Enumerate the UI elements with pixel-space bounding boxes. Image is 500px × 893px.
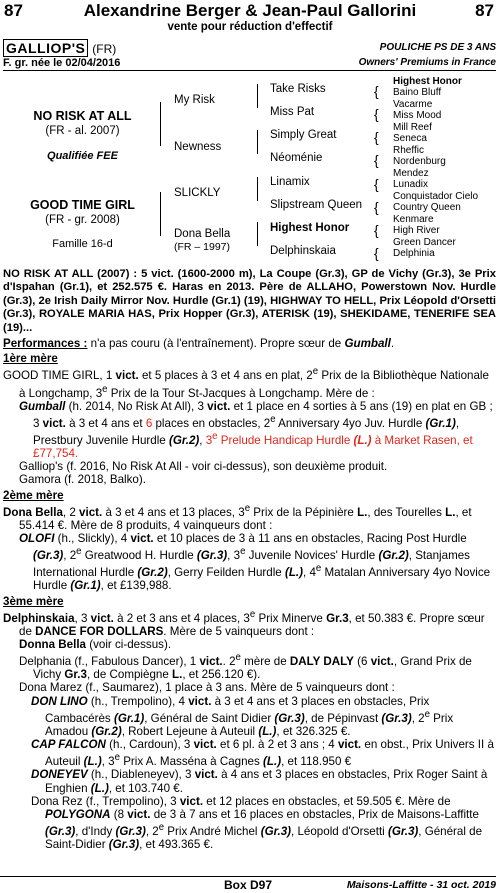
gen3-name: Simply Great <box>270 129 337 141</box>
bracket: { <box>374 176 379 192</box>
owners-premiums: Owners' Premiums in France <box>358 57 496 68</box>
lot-number-left: 87 <box>4 1 23 20</box>
horse-country: (FR) <box>92 42 117 56</box>
bracket: { <box>374 199 379 215</box>
sire-stats: NO RISK AT ALL (2007) : 5 vict. (1600-2000 m), La Coupe (Gr.3), GP de Vichy (Gr.3), 3e Prix d'Ispahan (Gr.1), et 252.575 €. Haras en 2013. Père de ALLAHO, Powerstown Nov. Hurdle (Gr.3), 2e Irish Daily Mirror Nov. Hurdle (Gr.1) (19), HIGHWAY TO HELL, Prix Léopold d'Orsetti (Gr.3), ROYALE MARIA HAS, Prix Hopper (Gr.3), ATERISK (19), SHEKIDAME, TENERIFE SEA (19)... <box>3 268 496 334</box>
gen4-name: Seneca <box>393 133 427 144</box>
sale-place-date: Maisons-Laffitte - 31 oct. 2019 <box>346 879 496 891</box>
gen4-name: Mendez <box>393 168 429 179</box>
sire-info: (FR - al. 2007) <box>45 125 120 137</box>
pedigree-table <box>0 74 500 264</box>
performances-line <box>3 337 496 350</box>
section-third-dam: 3ème mère <box>3 594 64 608</box>
gen2-name: My Risk <box>174 94 215 106</box>
gen2-name: Newness <box>174 141 222 153</box>
bracket: { <box>374 222 379 238</box>
gen4-name: High River <box>393 225 440 236</box>
bracket: { <box>374 245 379 261</box>
horse-name: GALLIOP'S <box>3 39 88 57</box>
bracket: { <box>374 129 379 145</box>
section-first-dam: 1ère mère <box>3 352 58 366</box>
gen3-name: Delphinskaia <box>270 245 336 257</box>
dam-name: GOOD TIME GIRL <box>30 198 135 212</box>
sire-name: NO RISK AT ALL <box>33 109 132 123</box>
dam-info: (FR - gr. 2008) <box>45 214 120 226</box>
gen2-name: SLICKLY <box>174 187 221 199</box>
gen3-name: Highest Honor <box>270 222 350 234</box>
gen4-name: Lunadix <box>393 179 429 190</box>
gen4-name: Delphinia <box>393 248 435 259</box>
gen4-name: Kenmare <box>393 214 434 225</box>
gen4-name: Miss Mood <box>393 110 442 121</box>
first-dam-text: GOOD TIME GIRL, 1 vict. et 5 places à 3 et 4 ans en plat, 2e Prix de la Bibliothèque Nationale à Longchamp, 3e Prix de la Tour St-Jacques à Longchamp. Mère de : Gumball (h. 2014, No Risk At All), 3 vict. et 1 place en 4 sorties à 5 ans (19) en plat en GB ; 3 vict. à 3 et 4 ans et 6 places en obstacles, 2e Anniversary 4yo Juv. Hurdle (Gr.1), Prestbury Juvenile Hurdle (Gr.2), 3e Prelude Handicap Hurdle (L.) à Market Rasen, et £77,754. Galliop's (f. 2016, No Risk At All - voir ci-dessus), son deuxième produit. Gamora (f. 2018, Balko). <box>3 366 493 487</box>
bracket: { <box>374 152 379 168</box>
gen4-name: Highest Honor <box>393 76 462 87</box>
performances-end: . <box>390 337 395 351</box>
bracket <box>160 192 161 236</box>
gen3-name: Miss Pat <box>270 106 315 118</box>
horse-identity <box>3 40 496 71</box>
catalogue-footer <box>0 876 496 893</box>
catalogue-body <box>3 268 496 851</box>
gen4-name: Rheffic <box>393 145 424 156</box>
gen2-note: (FR – 1997) <box>174 241 231 253</box>
performances-label: Performances : <box>3 337 88 351</box>
bracket: { <box>374 83 379 99</box>
third-dam-text: Delphinskaia, 3 vict. à 2 et 3 ans et 4 places, 3e Prix Minerve Gr.3, et 50.383 €. Propre sœur de DANCE FOR DOLLARS. Mère de 5 vainqueurs dont : Donna Bella (voir ci-dessus). Delphania (f., Fabulous Dancer), 1 vict.. 2e mère de DALY DALY (6 vict., Grand Prix de Vichy Gr.3, de Compiègne L., et 256.120 €). Dona Marez (f., Saumarez), 1 place à 3 ans. Mère de 5 vainqueurs dont : DON LINO (h., Trempolino), 4 vict. à 3 et 4 ans et 3 places en obstacles, Prix Cambacérès (Gr.1), Général de Saint Didier (Gr.3), de Pépinvast (Gr.3), 2e Prix Amadou (Gr.2), Robert Lejeune à Auteuil (L.), et 326.325 €. CAP FALCON (h., Cardoun), 3 vict. et 6 pl. à 2 et 3 ans ; 4 vict. en obst., Prix Univers II à Auteuil (L.), 3e Prix A. Masséna à Cagnes (L.), et 118.950 € DONEYEV (h., Diableneyev), 3 vict. à 4 ans et 3 places en obstacles, Prix Roger Saint à Enghien (L.), et 103.740 €. Dona Rez (f., Trempolino), 3 vict. et 12 places en obstacles, et 59.505 €. Mère de POLYGONA (8 vict. de 3 à 7 ans et 16 places en obstacles, Prix de Maisons-Laffitte (Gr.3), d'Indy (Gr.3), 2e Prix André Michel (Gr.3), Léopold d'Orsetti (Gr.3), Général de Saint-Didier (Gr.3), et 493.365 €. <box>3 608 494 852</box>
performances-text: n'a pas couru (à l'entraînement). Propre sœur de <box>87 337 345 351</box>
gen4-name: Nordenburg <box>393 156 446 167</box>
bracket <box>257 84 258 108</box>
second-dam-text: Dona Bella, 2 vict. à 3 et 4 ans et 13 places, 3e Prix de la Pépinière L., des Tourelles L., et 55.414 €. Mère de 8 produits, 4 vainqueurs dont : OLOFI (h., Slickly), 4 vict. et 10 places de 3 à 11 ans en obstacles, Racing Post Hurdle (Gr.3), 2e Greatwood H. Hurdle (Gr.3), 3e Juvenile Novices' Hurdle (Gr.2), Stanjames International Hurdle (Gr.2), Gerry Feilden Hurdle (L.), 4e Matalan Anniversary 4yo Novice Hurdle (Gr.1), et £139,988. <box>3 502 491 593</box>
gen3-name: Take Risks <box>270 83 326 95</box>
family: Famille 16-d <box>52 238 113 250</box>
gen4-name: Conquistador Cielo <box>393 191 479 202</box>
gen4-name: Country Queen <box>393 202 461 213</box>
bracket <box>160 102 161 146</box>
bracket: { <box>374 106 379 122</box>
sale-type: vente pour réduction d'effectif <box>167 21 333 33</box>
birth-info: F. gr. née le 02/04/2016 <box>3 57 121 69</box>
horse-name-line <box>3 40 116 56</box>
gen4-name: Mill Reef <box>393 122 432 133</box>
box-number: Box D97 <box>223 878 273 892</box>
gen4-name: Baino Bluff <box>393 87 442 98</box>
gen3-name: Néoménie <box>270 152 323 164</box>
gen4-name: Vacarme <box>393 99 433 110</box>
bracket <box>257 130 258 154</box>
catalogue-header <box>0 0 500 40</box>
lot-number-right: 87 <box>475 1 494 20</box>
gen4-name: Green Dancer <box>393 237 456 248</box>
sex-age: POULICHE PS DE 3 ANS <box>379 42 496 53</box>
bracket <box>257 222 258 246</box>
gen2-name: Dona Bella <box>174 228 231 240</box>
gen3-name: Slipstream Queen <box>270 199 363 211</box>
bracket <box>257 177 258 201</box>
gen3-name: Linamix <box>270 176 310 188</box>
seller-name: Alexandrine Berger & Jean-Paul Gallorini <box>83 1 417 20</box>
sire-note: Qualifiée FEE <box>47 150 118 162</box>
sister-name: Gumball <box>344 337 391 351</box>
section-second-dam: 2ème mère <box>3 488 64 502</box>
